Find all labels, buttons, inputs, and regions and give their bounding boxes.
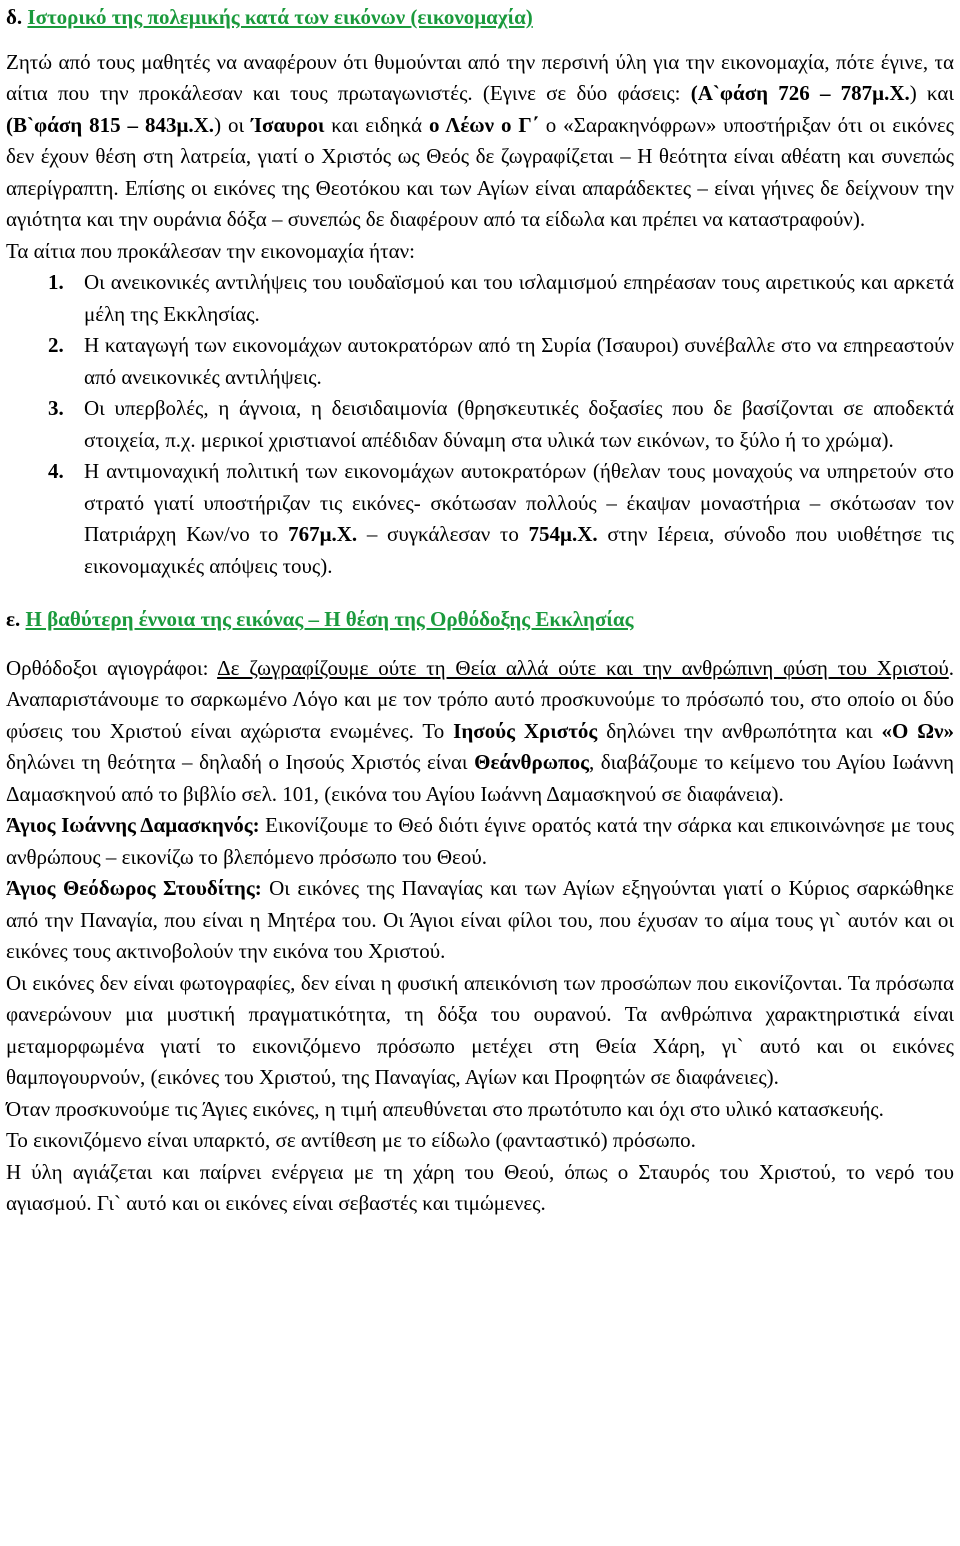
paragraph-existence: Το εικονιζόμενο είναι υπαρκτό, σε αντίθεση με το είδωλο (φανταστικό) πρόσωπο. [6, 1128, 696, 1152]
phase-b: (Β`φάση 815 – 843μ.Χ. [6, 112, 215, 137]
o-on-term: «Ο Ων» [881, 718, 954, 743]
underlined-statement: Δε ζωγραφίζουμε ούτε τη Θεία αλλά ούτε και την ανθρώπινη φύση του Χριστού [217, 655, 949, 680]
list-item [6, 330, 954, 393]
theanthropos-term: Θεάνθρωπος [474, 750, 589, 774]
jesus-christ-term: Ιησούς Χριστός [453, 718, 598, 743]
causes-intro: Τα αίτια που προκάλεσαν την εικονομαχία ήταν: [6, 238, 415, 263]
list-item-text: Η καταγωγή των εικονομάχων αυτοκρατόρων από τη Συρία (Ίσαυροι) συνέβαλλε στο να επηρεαστούν από ανεικονικές αντιλήψεις. [84, 333, 954, 389]
list-item-text: Οι ανεικονικές αντιλήψεις του ιουδαϊσμού και του ισλαμισμού επηρέασαν τους αιρετικούς και αρκετά μέλη της Εκκλησίας. [84, 270, 954, 326]
paragraph-orthodox: Ορθόδοξοι αγιογράφοι: Δε ζωγραφίζουμε ούτε τη Θεία αλλά ούτε και την ανθρώπινη φύση του Χριστού. Αναπαριστάνουμε το σαρκωμένο Λόγο και με τον τρόπο αυτό προσκυνούμε το πρόσωπό του, στο οποίο οι δύο φύσεις του Χριστού είναι αχώριστα ενωμένες. Το Ιησούς Χριστός δηλώνει την ανθρωπότητα και «Ο Ων» δηλώνει τη θεότητα – δηλαδή ο Ιησούς Χριστός είναι Θεάνθρωπος, διαβάζουμε το κείμενο του Αγίου Ιωάννη Δαμασκηνού από το βιβλίο σελ. 101, (εικόνα του Αγίου Ιωάννη Δαμασκηνού σε διαφάνεια). [6, 655, 954, 806]
year-767: 767μ.Χ. [288, 522, 358, 546]
damascene-name: Άγιος Ιωάννης Δαμασκηνός: [6, 813, 260, 837]
list-number: 3. [48, 396, 64, 420]
list-item [6, 267, 954, 330]
section-heading-e [6, 604, 954, 636]
year-754: 754μ.Χ. [528, 522, 598, 546]
list-number: 1. [48, 270, 64, 294]
section-heading-d [6, 2, 954, 34]
list-number: 4. [48, 459, 64, 483]
list-item: 4. Η αντιμοναχική πολιτική των εικονομάχων αυτοκρατόρων (ήθελαν τους μοναχούς να υπηρετούν στο στρατό γιατί υποστήριζαν τις εικόνες- σκότωσαν πολλούς – έκαψαν μοναστήρια – σκότωσαν τον Πατριάρχη Κων/νο το 767μ.Χ. – συγκάλεσαν το 754μ.Χ. στην Ιέρεια, σύνοδο που υιοθέτησε τις εικονομαχικές απόψεις τους). [6, 456, 954, 582]
paragraph-damascene: Άγιος Ιωάννης Δαμασκηνός: Εικονίζουμε το Θεό διότι έγινε ορατός κατά την σάρκα και επικοινώνησε με τους ανθρώπους – εικονίζω το βλεπόμενο πρόσωπο του Θεού. [6, 813, 954, 869]
paragraph-matter: Η ύλη αγιάζεται και παίρνει ενέργεια με τη χάρη του Θεού, όπως ο Σταυρός του Χριστού, το νερό του αγιασμού. Γι` αυτό και οι εικόνες είναι σεβαστές και τιμώμενες. [6, 1159, 954, 1215]
list-item-text: Οι υπερβολές, η άγνοια, η δεισιδαιμονία (θρησκευτικές δοξασίες που δε βασίζονται σε αποδεκτά στοιχεία, π.χ. μερικοί χριστιανοί απέδιδαν δύναμη στα υλικά των εικόνων, το ξύλο ή το χρώμα). [84, 396, 954, 452]
paragraph-veneration: Όταν προσκυνούμε τις Άγιες εικόνες, η τιμή απευθύνεται στο πρωτότυπο και όχι στο υλικό κατασκευής. [6, 1096, 884, 1121]
studite-name: Άγιος Θεόδωρος Στουδίτης: [6, 876, 262, 900]
section-title-d: Ιστορικό της πολεμικής κατά των εικόνων (εικονομαχία) [27, 5, 533, 29]
list-item [6, 393, 954, 456]
phase-a: (Α`φάση 726 – 787μ.Χ. [690, 81, 910, 105]
leo-term: ο Λέων ο Γ΄ [428, 112, 539, 137]
paragraph-intro: Ζητώ από τους μαθητές να αναφέρουν ότι θυμούνται από την περσινή ύλη για την εικονομαχία, πότε έγινε, τα αίτια που την προκάλεσαν και τους πρωταγωνιστές. (Εγινε σε δύο φάσεις: (Α`φάση 726 – 787μ.Χ.) και (Β`φάση 815 – 843μ.Χ.) οι Ίσαυροι και ειδηκά ο Λέων ο Γ΄ ο «Σαρακηνόφρων» υποστήριξαν ότι οι εικόνες δεν έχουν θέση στη λατρεία, γιατί ο Χριστός ως Θεός δε ζωγραφίζεται – Η θεότητα είναι αθέατη και συνεπώς απερίγραπτη. Επίσης οι εικόνες της Θεοτόκου και των Αγίων είναι απαράδεκτες – είναι γήινες δε δείχνουν την αγιότητα και την ουράνια δόξα – συνεπώς δε διαφέρουν από τα είδωλα και πρέπει να καταστραφούν). [6, 49, 954, 231]
list-number: 2. [48, 333, 64, 357]
paragraph-not-photographs: Οι εικόνες δεν είναι φωτογραφίες, δεν είναι η φυσική απεικόνιση των προσώπων που εικονίζονται. Τα πρόσωπα φανερώνουν μια μυστική πραγματικότητα, τη δόξα του ουρανού. Τα ανθρώπινα χαρακτηριστικά είναι μεταμορφωμένα γιατί το εικονιζόμενο πρόσωπο μετέχει στη Θεία Χάρη, γι` αυτό και οι εικόνες θαμπογουρνούν, (εικόνες του Χριστού, της Παναγίας, Αγίων και Προφητών σε διαφάνειες). [6, 970, 954, 1089]
causes-list [6, 267, 954, 582]
isaurians-term: Ίσαυροι [251, 112, 325, 137]
paragraph-studite: Άγιος Θεόδωρος Στουδίτης: Οι εικόνες της Παναγίας και των Αγίων εξηγούνται γιατί ο Κύριος σαρκώθηκε από την Παναγία, που είναι η Μητέρα του. Οι Άγιοι είναι φίλοι του, που έχυσαν το αίμα τους γι` αυτόν και οι εικόνες τους ακτινοβολούν την εικόνα του Χριστού. [6, 876, 954, 963]
section-label-e: ε. [6, 607, 21, 631]
section-title-e: Η βαθύτερη έννοια της εικόνας – Η θέση της Ορθόδοξης Εκκλησίας [25, 607, 634, 631]
section-label-d: δ. [6, 5, 23, 29]
